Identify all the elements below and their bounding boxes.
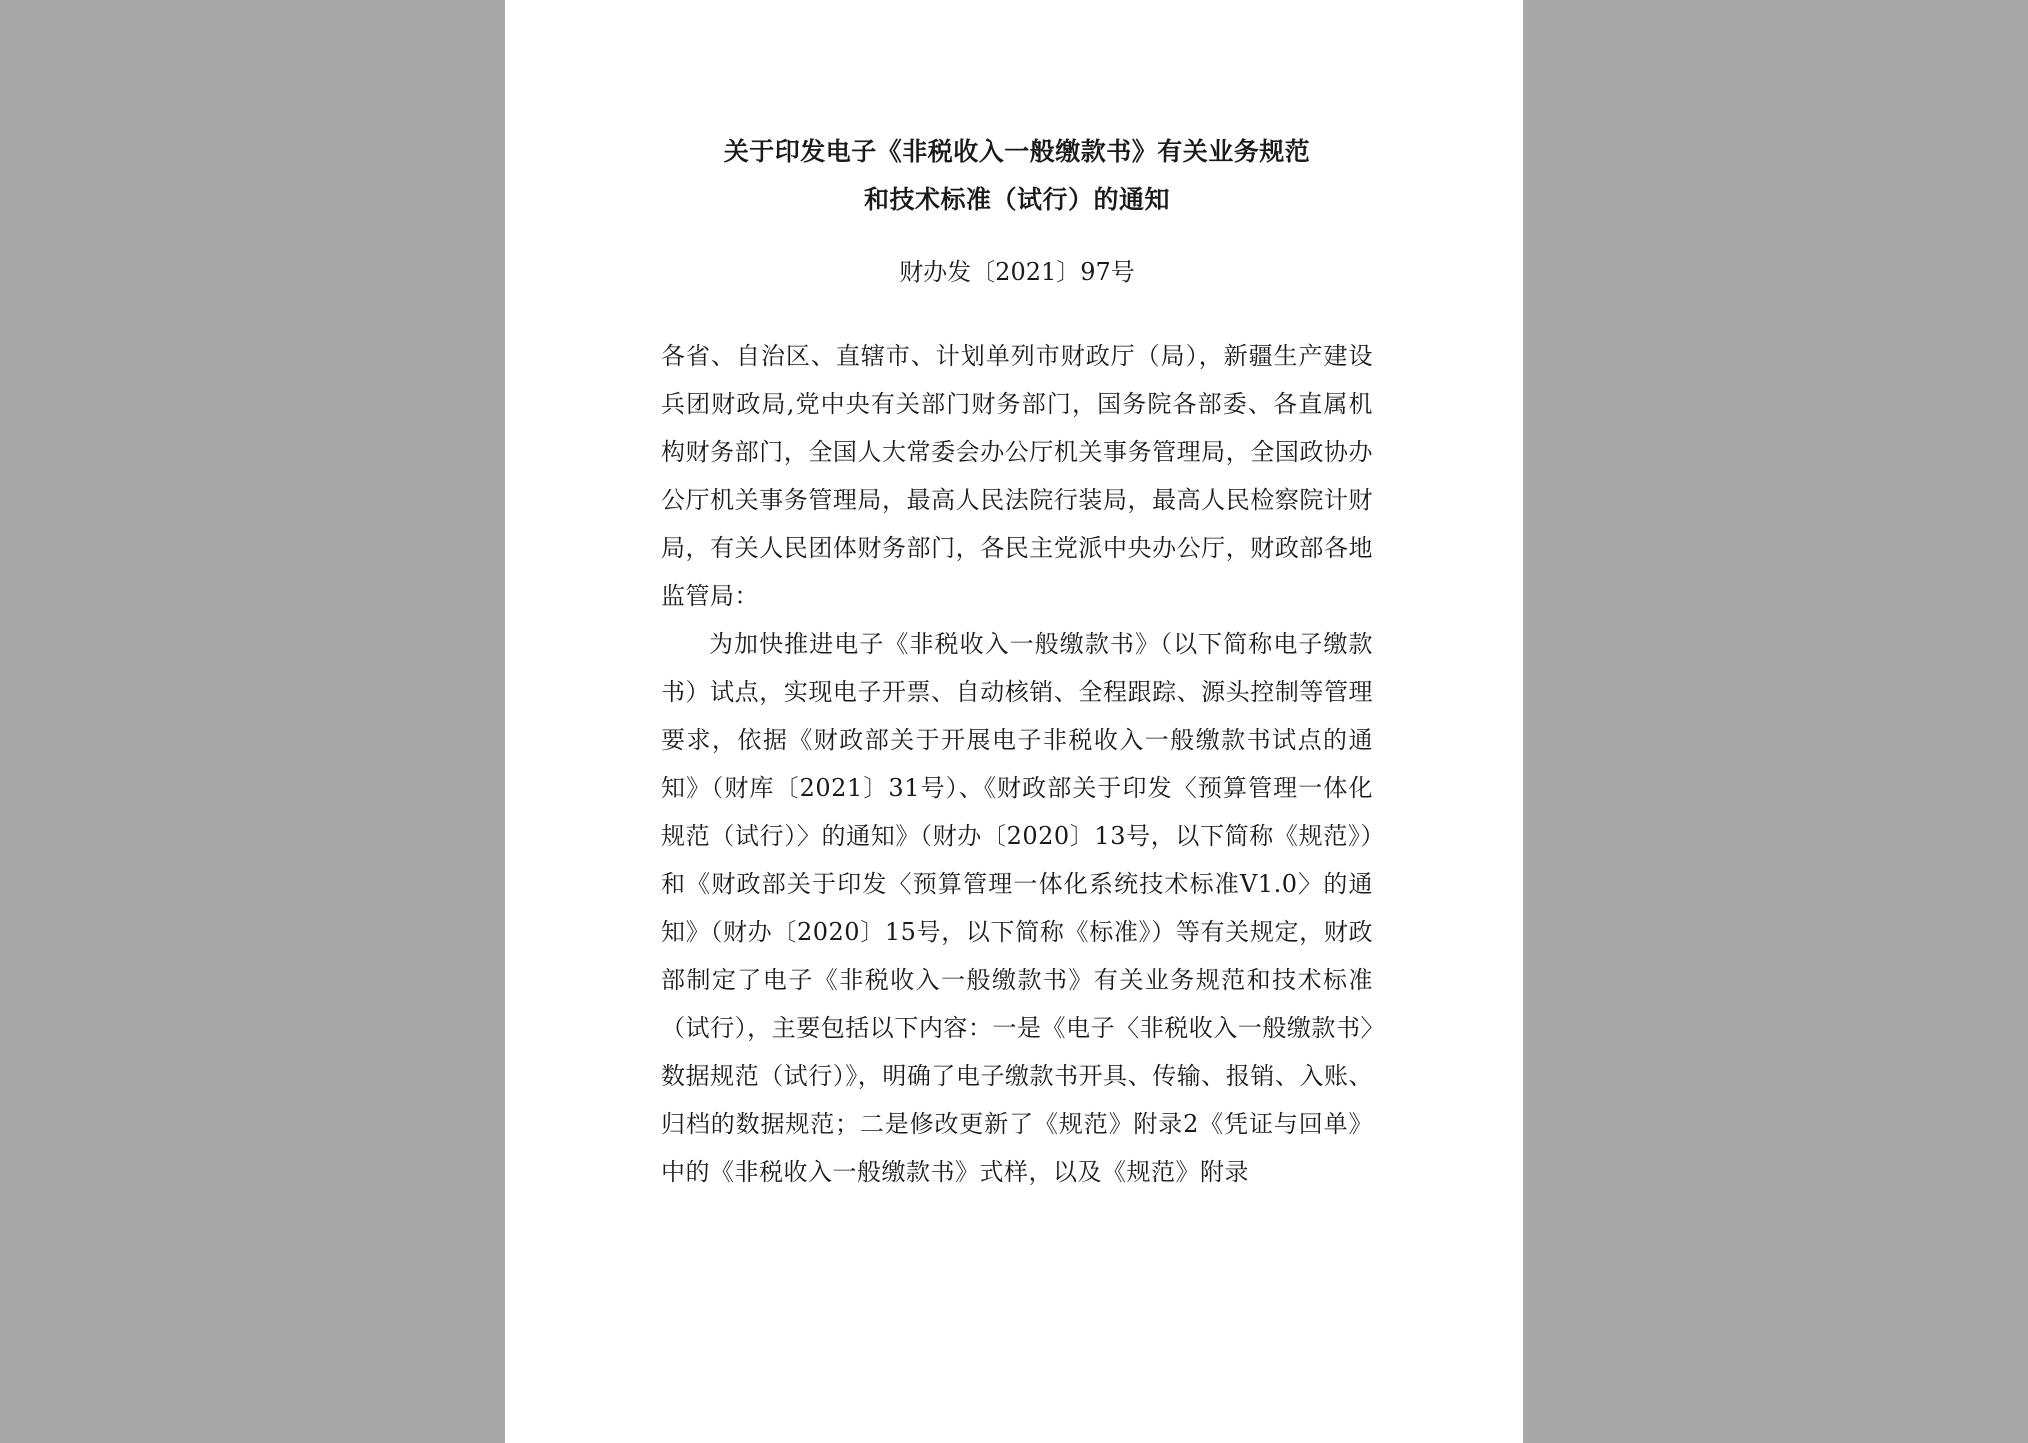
body-paragraph: 为加快推进电子《非税收入一般缴款书》（以下简称电子缴款书）试点，实现电子开票、自动核销、全程跟踪、源头控制等管理要求，依据《财政部关于开展电子非税收入一般缴款书试点的通知》（财库〔2021〕31号）、《财政部关于印发〈预算管理一体化规范（试行）〉的通知》（财办〔2020〕13号，以下简称《规范》）和《财政部关于印发〈预算管理一体化系统技术标准V1.0〉的通知》（财办〔2020〕15号，以下简称《标准》）等有关规定，财政部制定了电子《非税收入一般缴款书》有关业务规范和技术标准（试行），主要包括以下内容：一是《电子〈非税收入一般缴款书〉数据规范（试行）》，明确了电子缴款书开具、传输、报销、入账、归档的数据规范；二是修改更新了《规范》附录2《凭证与回单》中的《非税收入一般缴款书》式样，以及《规范》附录 (661, 630, 1373, 1186)
page-content (661, 128, 1373, 1196)
document-number: 财办发〔2021〕97号 (899, 258, 1135, 286)
title-line-2: 和技术标准（试行）的通知 (863, 185, 1170, 214)
document-title (661, 128, 1373, 224)
title-line-1: 关于印发电子《非税收入一般缴款书》有关业务规范 (723, 137, 1311, 166)
addressee-paragraph: 各省、自治区、直辖市、计划单列市财政厅（局），新疆生产建设兵团财政局,党中央有关部门财务部门，国务院各部委、各直属机构财务部门，全国人大常委会办公厅机关事务管理局，全国政协办公厅机关事务管理局，最高人民法院行装局，最高人民检察院计财局，有关人民团体财务部门，各民主党派中央办公厅，财政部各地监管局： (661, 342, 1373, 610)
document-page (505, 0, 1523, 1443)
